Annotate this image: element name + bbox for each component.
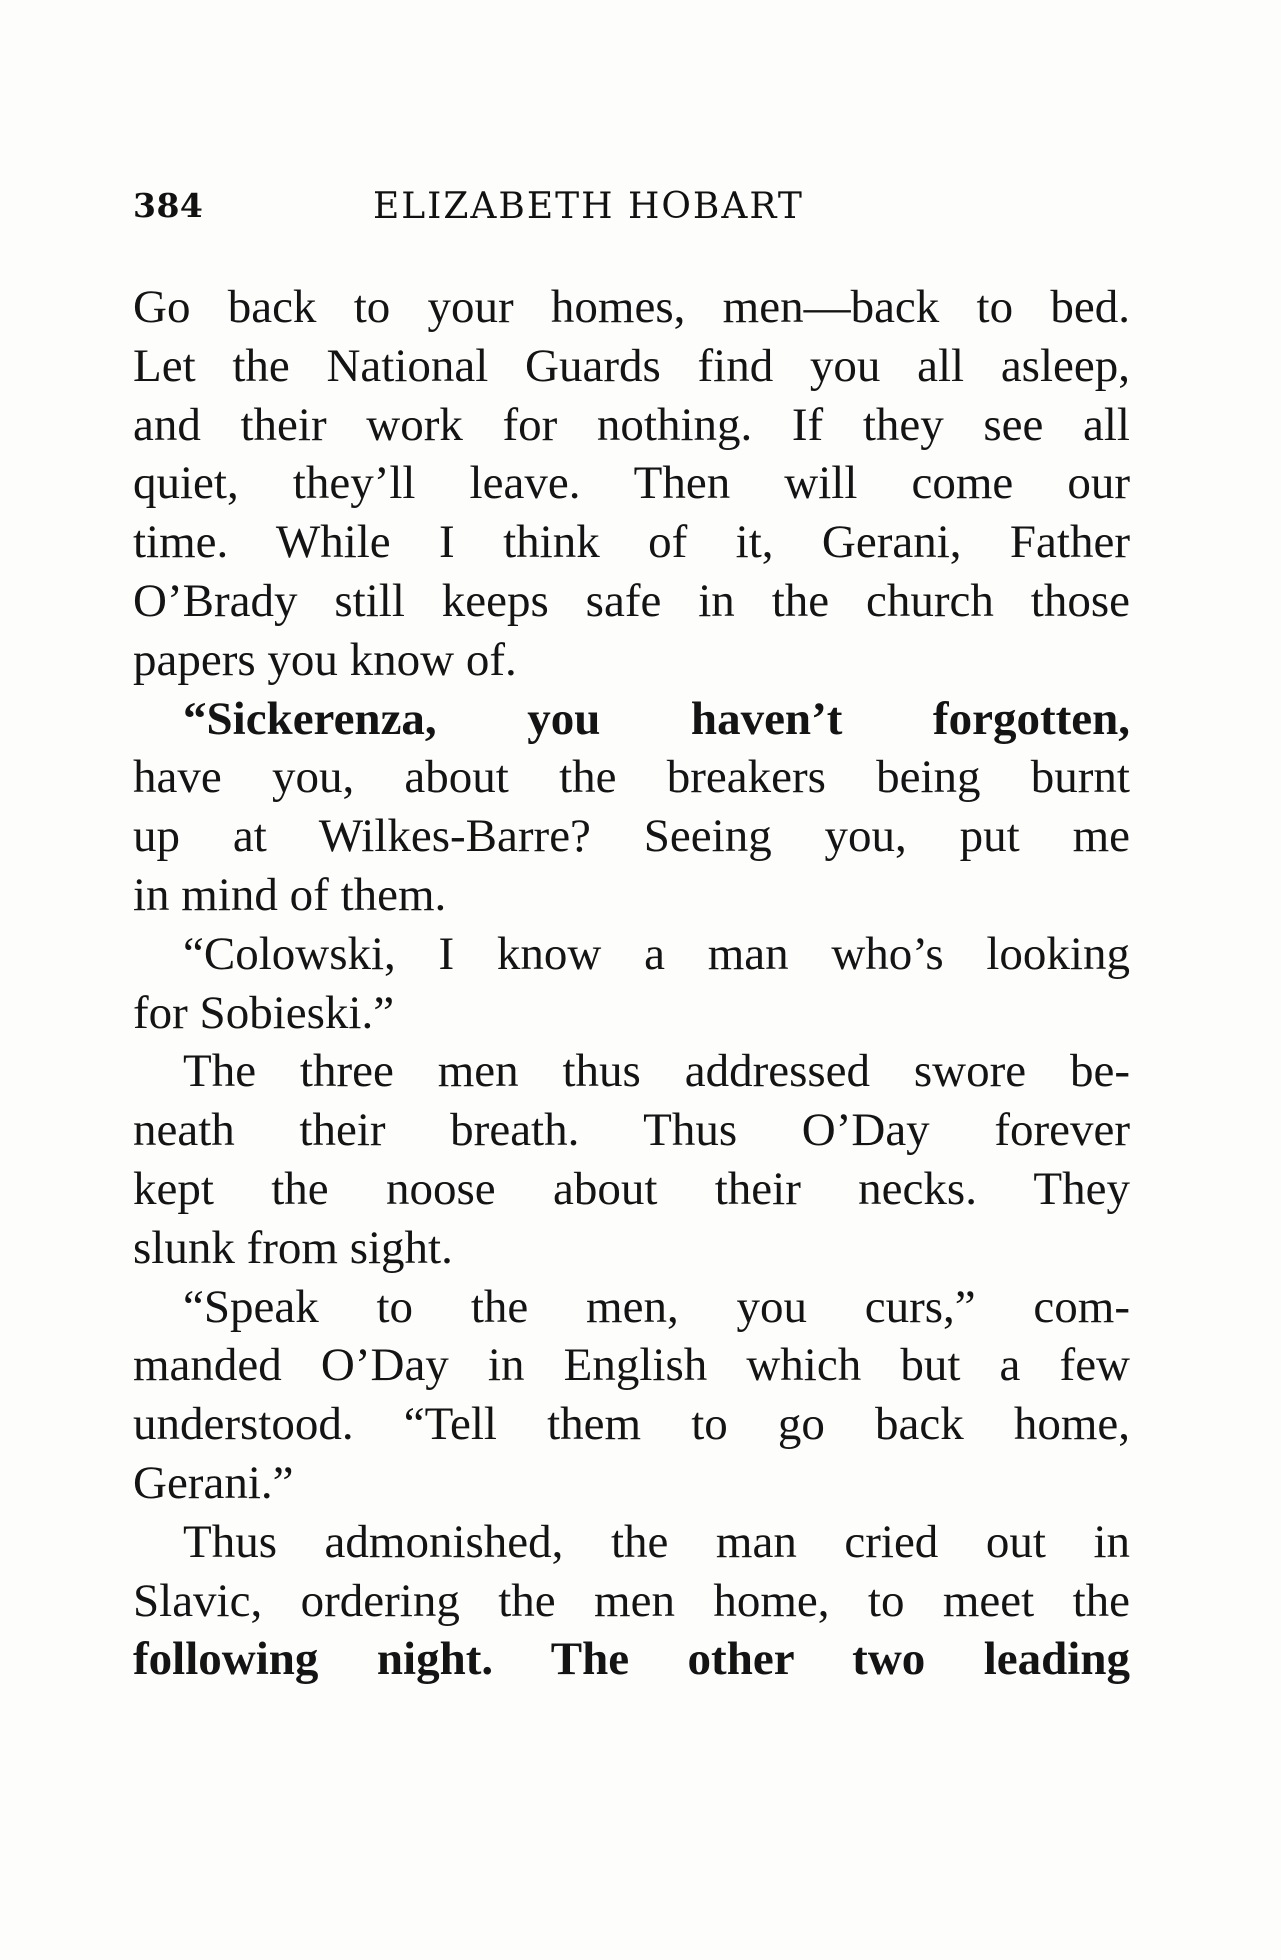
- page-number: 384: [133, 186, 204, 225]
- text-line: in mind of them.: [133, 868, 447, 921]
- text-line: following night. The other two leading: [133, 1633, 1130, 1686]
- text-line: Gerani.”: [133, 1456, 294, 1509]
- text-line: The three men thus addressed swore be-: [183, 1045, 1130, 1098]
- text-line: Thus admonished, the man cried out in: [183, 1515, 1130, 1568]
- body-text: [133, 278, 1130, 1689]
- text-line: “Colowski, I know a man who’s looking: [183, 927, 1130, 980]
- running-title: ELIZABETH HOBART: [373, 186, 804, 227]
- text-line: time. While I think of it, Gerani, Father: [133, 516, 1130, 569]
- text-line: have you, about the breakers being burnt: [133, 751, 1130, 804]
- text-line: kept the noose about their necks. They: [133, 1162, 1130, 1215]
- text-line: neath their breath. Thus O’Day forever: [133, 1104, 1130, 1157]
- text-line: “Sickerenza, you haven’t forgotten,: [183, 692, 1130, 745]
- text-line: and their work for nothing. If they see all: [133, 398, 1130, 451]
- text-line: Let the National Guards find you all asleep,: [133, 339, 1130, 392]
- running-head: [133, 186, 1133, 246]
- text-line: O’Brady still keeps safe in the church those: [133, 574, 1130, 627]
- text-line: papers you know of.: [133, 633, 517, 686]
- text-line: “Speak to the men, you curs,” com-: [183, 1280, 1130, 1333]
- text-line: slunk from sight.: [133, 1221, 453, 1274]
- text-line: Slavic, ordering the men home, to meet the: [133, 1574, 1130, 1627]
- text-line: quiet, they’ll leave. Then will come our: [133, 457, 1130, 510]
- text-line: manded O’Day in English which but a few: [133, 1339, 1130, 1392]
- text-line: understood. “Tell them to go back home,: [133, 1398, 1130, 1451]
- text-line: for Sobieski.”: [133, 986, 395, 1039]
- text-line: up at Wilkes-Barre? Seeing you, put me: [133, 810, 1130, 863]
- text-line: Go back to your homes, men—back to bed.: [133, 281, 1130, 333]
